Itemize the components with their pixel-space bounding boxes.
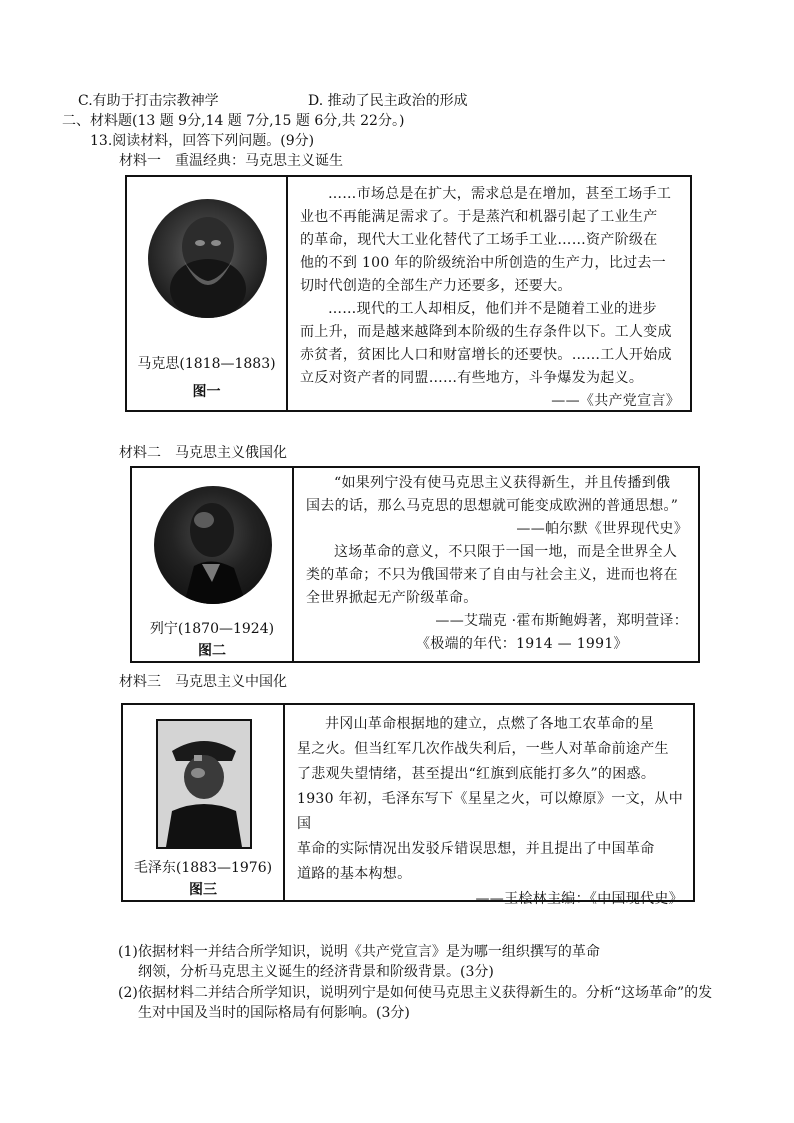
question-1-line1: (1)依据材料一并结合所学知识，说明《共产党宣言》是为哪一组织撰写的革命 — [118, 944, 600, 960]
material3-line: 1930 年初，毛泽东写下《星星之火，可以燎原》一文，从中国 — [297, 791, 683, 832]
material1-line: 他的不到 100 年的阶级统治中所创造的生产力，比过去一 — [300, 255, 667, 271]
material2-line: 国去的话，那么马克思的思想就可能变成欧洲的普通思想。” — [306, 498, 679, 514]
material1-source: ——《共产党宣言》 — [551, 393, 680, 409]
material3-box — [121, 703, 695, 907]
material1-line: ……市场总是在扩大，需求总是在增加，甚至工场手工 — [328, 186, 672, 202]
material3-line: 革命的实际情况出发驳斥错误思想，并且提出了中国革命 — [297, 841, 655, 857]
question-1-line2: 纲领，分析马克思主义诞生的经济背景和阶级背景。(3分) — [138, 964, 494, 980]
material3-caption: 毛泽东(1883—1976) — [133, 860, 273, 876]
material3-figure — [123, 705, 285, 900]
material2-figure-label: 图二 — [198, 643, 226, 659]
question-13-title: 13.阅读材料，回答下列问题。(9分) — [90, 133, 315, 149]
material2-box — [130, 466, 700, 663]
material3-line: 井冈山革命根据地的建立，点燃了各地工农革命的星 — [325, 716, 654, 732]
material2-source2: ——艾瑞克 ·霍布斯鲍姆著，郑明萱译： — [435, 613, 688, 629]
mao-portrait — [156, 719, 252, 849]
material1-line: 切时代创造的全部生产力还要多，还要大。 — [300, 278, 572, 294]
material1-title: 材料一 重温经典：马克思主义诞生 — [119, 153, 343, 169]
material1-line: ……现代的工人却相反，他们并不是随着工业的进步 — [328, 301, 657, 317]
material1-caption: 马克思(1818—1883) — [137, 356, 276, 372]
marx-portrait — [148, 199, 267, 318]
material3-source: ——王桧林主编：《中国现代史》 — [475, 891, 683, 907]
material2-line: “如果列宁没有使马克思主义获得新生，并且传播到俄 — [334, 475, 671, 491]
material3-figure-label: 图三 — [189, 882, 217, 898]
material1-line: 业也不再能满足需求了。于是蒸汽和机器引起了工业生产 — [300, 209, 658, 225]
material1-line: 而上升，而是越来越降到本阶级的生存条件以下。工人变成 — [300, 324, 672, 340]
lenin-portrait — [154, 486, 272, 604]
section-heading: 二、材料题(13 题 9分,14 题 7分,15 题 6分,共 22分。) — [62, 113, 405, 129]
material2-text — [294, 468, 698, 661]
option-d: D. 推动了民主政治的形成 — [308, 93, 468, 109]
material2-line: 这场革命的意义，不只限于一国一地，而是全世界全人 — [334, 544, 678, 560]
material1-line: 立反对资产者的同盟……有些地方，斗争爆发为起义。 — [300, 370, 644, 386]
material3-title: 材料三 马克思主义中国化 — [119, 674, 287, 690]
material1-line: 的革命，现代大工业化替代了工场手工业……资产阶级在 — [300, 232, 658, 248]
material2-line: 类的革命；不只为俄国带来了自由与社会主义，进而也将在 — [306, 567, 678, 583]
material2-caption: 列宁(1870—1924) — [149, 621, 275, 637]
material3-line: 星之火。但当红军几次作战失利后，一些人对革命前途产生 — [297, 741, 669, 757]
material1-line: 赤贫者，贫困比人口和财富增长的还要快。……工人开始成 — [300, 347, 672, 363]
material1-figure — [127, 177, 288, 410]
material1-box — [125, 175, 692, 412]
material3-line: 了悲观失望情绪，甚至提出“红旗到底能打多久”的困惑。 — [297, 766, 656, 782]
option-c: C.有助于打击宗教神学 — [78, 93, 219, 109]
material3-line: 道路的基本构想。 — [297, 866, 412, 882]
material2-source2-book: 《极端的年代：1914 — 1991》 — [416, 636, 628, 652]
material1-text — [288, 177, 690, 410]
material2-source1: ——帕尔默《世界现代史》 — [516, 521, 688, 537]
material2-figure — [132, 468, 294, 661]
material2-line: 全世界掀起无产阶级革命。 — [306, 590, 478, 606]
question-2-line1: (2)依据材料二并结合所学知识，说明列宁是如何使马克思主义获得新生的。分析“这场革命”的发 — [118, 985, 713, 1001]
question-2-line2: 生对中国及当时的国际格局有何影响。(3分) — [138, 1005, 410, 1021]
material2-title: 材料二 马克思主义俄国化 — [119, 445, 287, 461]
material3-text — [285, 705, 693, 907]
material1-figure-label: 图一 — [192, 384, 221, 400]
